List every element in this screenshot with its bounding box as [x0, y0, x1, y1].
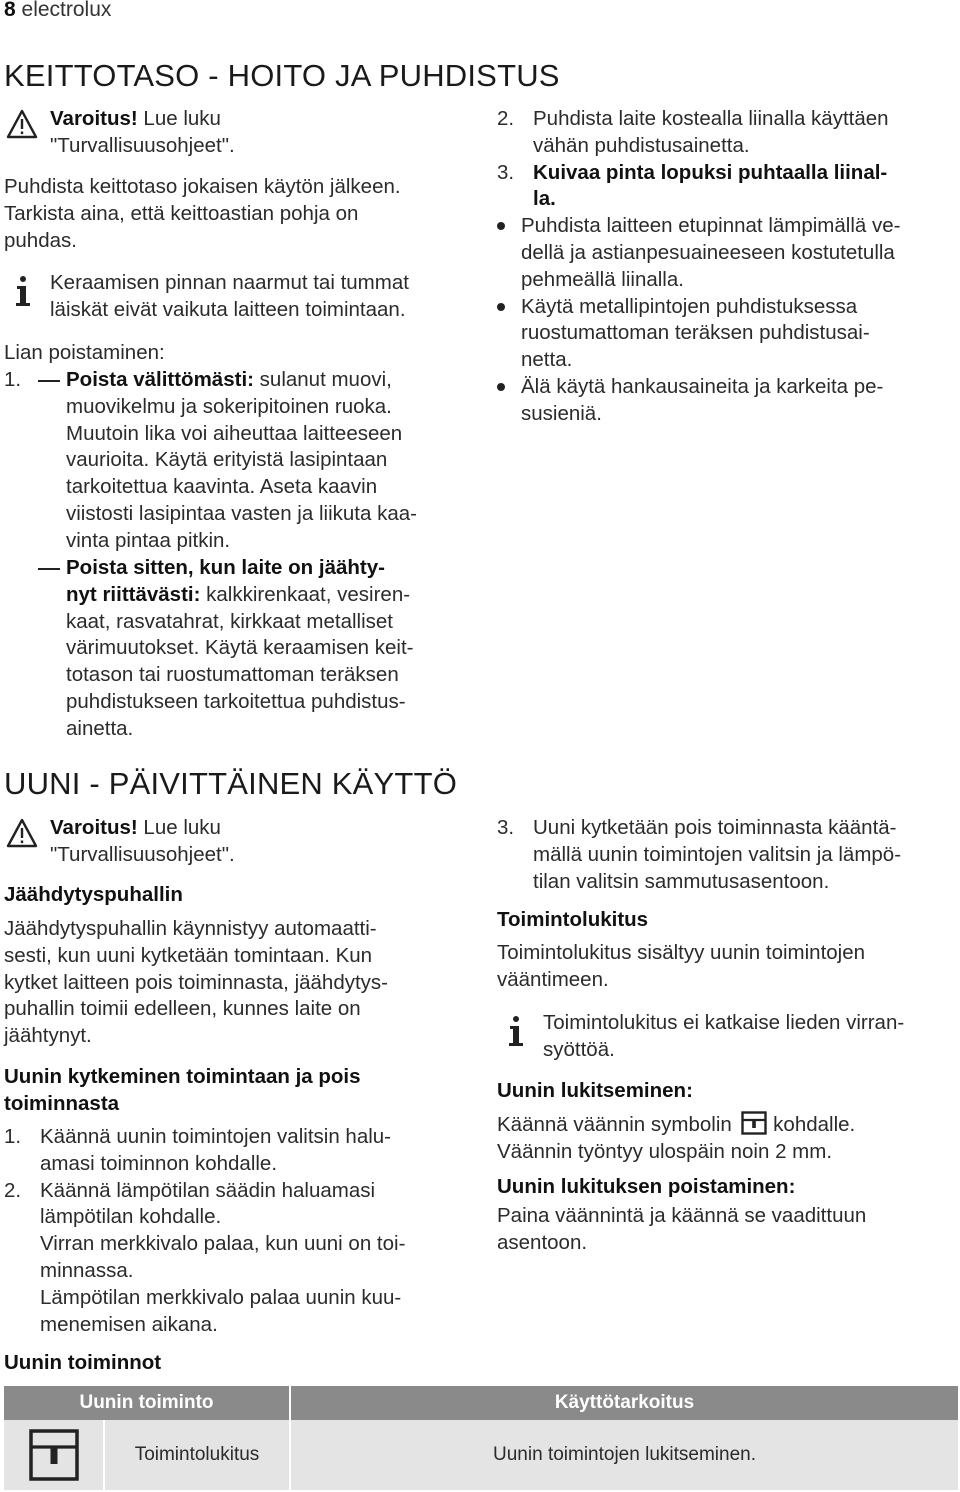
text-line: vinta pintaa pitkin. [66, 528, 231, 552]
text-line: viistosti lasipintaa vasten ja liikuta kaa- [66, 501, 417, 525]
column-header-function: Uunin toiminto [4, 1386, 290, 1420]
item-bold: Poista sitten, kun laite on jäähty- [66, 556, 385, 579]
table-header-row [4, 1386, 958, 1420]
text-line: tilan valitsin sammutusasentoon. [533, 869, 830, 893]
text-line: Puhdista laitteen etupinnat lämpimällä ve- [521, 214, 901, 238]
step-item [497, 160, 957, 214]
fan-heading: Jäähdytyspuhallin [4, 883, 183, 906]
step-number: 2. [497, 107, 515, 130]
text-line: puhallin toimii edelleen, kunnes laite on [4, 997, 361, 1021]
info-icon [8, 274, 38, 308]
text-line: Virran merkkivalo palaa, kun uuni on toi- [40, 1232, 406, 1256]
section-title-oven: UUNI - PÄIVITTÄINEN KÄYTTÖ [4, 766, 458, 801]
warning-reference: "Turvallisuusohjeet". [50, 842, 235, 866]
bullet-dot [497, 303, 505, 311]
text-line: totason tai ruostumattoman teräksen [66, 663, 399, 687]
table-cell-icon [4, 1420, 104, 1490]
text-line: Lämpötilan merkkivalo palaa uunin kuu- [40, 1285, 402, 1309]
text-line: värimuutokset. Käytä keraamisen keit- [66, 636, 414, 660]
text-line: dellä ja astianpesuaineeseen kostutetulla [521, 240, 895, 264]
heading-line: Uunin kytkeminen toimintaan ja pois [4, 1065, 361, 1088]
text-line: Älä käytä hankausaineita ja karkeita pe- [521, 374, 884, 398]
warning-text: Lue luku [137, 816, 221, 839]
text-line: tarkoitettua kaavinta. Aseta kaavin [66, 475, 378, 499]
dash-marker [38, 568, 60, 570]
warning-triangle-icon [6, 108, 38, 140]
list-item [4, 367, 474, 555]
text-line: läiskät eivät vaikuta laitteen toimintaan. [50, 297, 406, 321]
warning-triangle-icon [6, 817, 38, 849]
step-item [4, 1178, 474, 1339]
bullet-item [497, 213, 957, 293]
text-line: Väännin työntyy ulospäin noin 2 mm. [497, 1139, 833, 1163]
text-line: kohdalle. [767, 1113, 856, 1136]
step-number: 3. [497, 816, 515, 839]
text-line: la. [533, 187, 556, 211]
section-title-cooktop: KEITTOTASO - HOITO JA PUHDISTUS [4, 58, 560, 93]
table-cell-function: Toimintolukitus [104, 1420, 290, 1490]
table-cell-purpose: Uunin toimintojen lukitseminen. [290, 1420, 958, 1490]
text-line: vähän puhdistusainetta. [533, 133, 750, 157]
function-lock-paragraph [497, 940, 865, 994]
onoff-steps [4, 1124, 474, 1338]
function-lock-heading: Toimintolukitus [497, 908, 649, 931]
unlock-heading: Uunin lukituksen poistaminen: [497, 1175, 796, 1198]
fan-paragraph [4, 916, 388, 1050]
text-line: sesti, kun uuni kytketään tomintaan. Kun [4, 943, 373, 967]
info-note [497, 1010, 957, 1064]
text-line: Keraamisen pinnan naarmut tai tummat [50, 271, 409, 294]
warning-block [4, 106, 474, 160]
text-line: menemisen aikana. [40, 1312, 218, 1336]
text-line: susieniä. [521, 401, 602, 425]
text-line: Käytä metallipintojen puhdistuksessa [521, 294, 858, 318]
text-line: puhdas. [4, 228, 77, 252]
page-number: 8 [4, 0, 16, 21]
text-line: vaurioita. Käytä erityistä lasipintaan [66, 448, 388, 472]
step-number: 1. [4, 1125, 22, 1148]
text-line: pehmeällä liinalla. [521, 267, 684, 291]
dash-marker [38, 380, 60, 382]
oven-functions-table [4, 1386, 958, 1490]
text-line: jäähtynyt. [4, 1024, 92, 1048]
bullet-dot [497, 222, 505, 230]
text-line: amasi toiminnon kohdalle. [40, 1151, 278, 1175]
dirt-removal-label: Lian poistaminen: [4, 341, 165, 364]
text-line: Puhdista keittotaso jokaisen käytön jälkeen. [4, 175, 401, 198]
text-line: Puhdista laite kostealla liinalla käyttäen [533, 107, 889, 130]
text-line: Toimintolukitus ei katkaise lieden virran- [543, 1011, 905, 1034]
warning-label: Varoitus! [50, 107, 138, 130]
cleaning-steps [497, 106, 957, 428]
info-icon [501, 1014, 531, 1048]
heading-line: toiminnasta [4, 1091, 120, 1115]
text-line: Käännä lämpötilan säädin haluamasi [40, 1178, 376, 1202]
list-item [4, 555, 474, 743]
text-line: kalkkirenkaat, vesiren- [200, 582, 411, 606]
warning-reference: "Turvallisuusohjeet". [50, 133, 235, 157]
text-line: vääntimeen. [497, 967, 609, 991]
unlock-paragraph [497, 1203, 866, 1257]
text-line: puhdistukseen tarkoitettua puhdistus- [66, 689, 406, 713]
list-number: 1. [4, 368, 22, 391]
text-line: asentoon. [497, 1230, 588, 1254]
warning-block [4, 815, 474, 869]
cleaning-paragraph [4, 174, 401, 254]
warning-text: Lue luku [137, 107, 221, 130]
page-header [4, 0, 111, 24]
text-line: Tarkista aina, että keittoastian pohja on [4, 201, 359, 225]
text-line: sulanut muovi, [253, 368, 392, 391]
text-line: Käännä väännin symbolin [497, 1113, 732, 1136]
text-line: Muutoin lika voi aiheuttaa laitteeseen [66, 421, 403, 445]
text-line: syöttöä. [543, 1037, 615, 1061]
step-number: 3. [497, 160, 515, 184]
text-line: netta. [521, 348, 573, 372]
table-row [4, 1420, 958, 1490]
bullet-item [497, 374, 957, 428]
oven-functions-heading: Uunin toiminnot [4, 1351, 162, 1374]
warning-label: Varoitus! [50, 816, 138, 839]
step-item [4, 1124, 474, 1178]
text-line: mällä uunin toimintojen valitsin ja lämpö- [533, 842, 902, 866]
text-line: lämpötilan kohdalle. [40, 1205, 222, 1229]
text-line: Kuivaa pinta lopuksi puhtaalla liinal- [533, 160, 888, 184]
oven-lock-heading: Uunin lukitseminen: [497, 1079, 693, 1102]
bullet-item [497, 294, 957, 374]
lock-symbol-icon [29, 1429, 79, 1481]
item-bold: nyt riittävästi: [66, 582, 201, 606]
step-number: 2. [4, 1178, 22, 1202]
text-line: Toimintolukitus sisältyy uunin toimintojen [497, 941, 866, 964]
bullet-dot [497, 383, 505, 391]
oven-off-step [497, 815, 957, 895]
text-line: Paina väännintä ja käännä se vaadittuun [497, 1204, 867, 1227]
onoff-heading [4, 1064, 361, 1118]
text-line: Jäähdytyspuhallin käynnistyy automaatti- [4, 917, 377, 940]
oven-lock-paragraph [497, 1111, 855, 1166]
text-line: Käännä uunin toimintojen valitsin halu- [40, 1125, 392, 1148]
brand-name: electrolux [21, 0, 112, 21]
step-item [497, 815, 957, 895]
text-line: ainetta. [66, 716, 134, 740]
step-item [497, 106, 957, 160]
text-line: ruostumattoman teräksen puhdistusai- [521, 321, 870, 345]
text-line: muovikelmu ja sokeripitoinen ruoka. [66, 394, 392, 418]
text-line: kytket laitteen pois toiminnasta, jäähdytys- [4, 970, 388, 994]
column-header-purpose: Käyttötarkoitus [290, 1386, 958, 1420]
text-line: Uuni kytketään pois toiminnasta kääntä- [533, 816, 897, 839]
item-bold: Poista välittömästi: [66, 368, 254, 391]
text-line: kaat, rasvatahrat, kirkkaat metalliset [66, 609, 393, 633]
text-line: minnassa. [40, 1258, 134, 1282]
info-note [4, 270, 474, 324]
lock-symbol-icon [741, 1111, 767, 1135]
